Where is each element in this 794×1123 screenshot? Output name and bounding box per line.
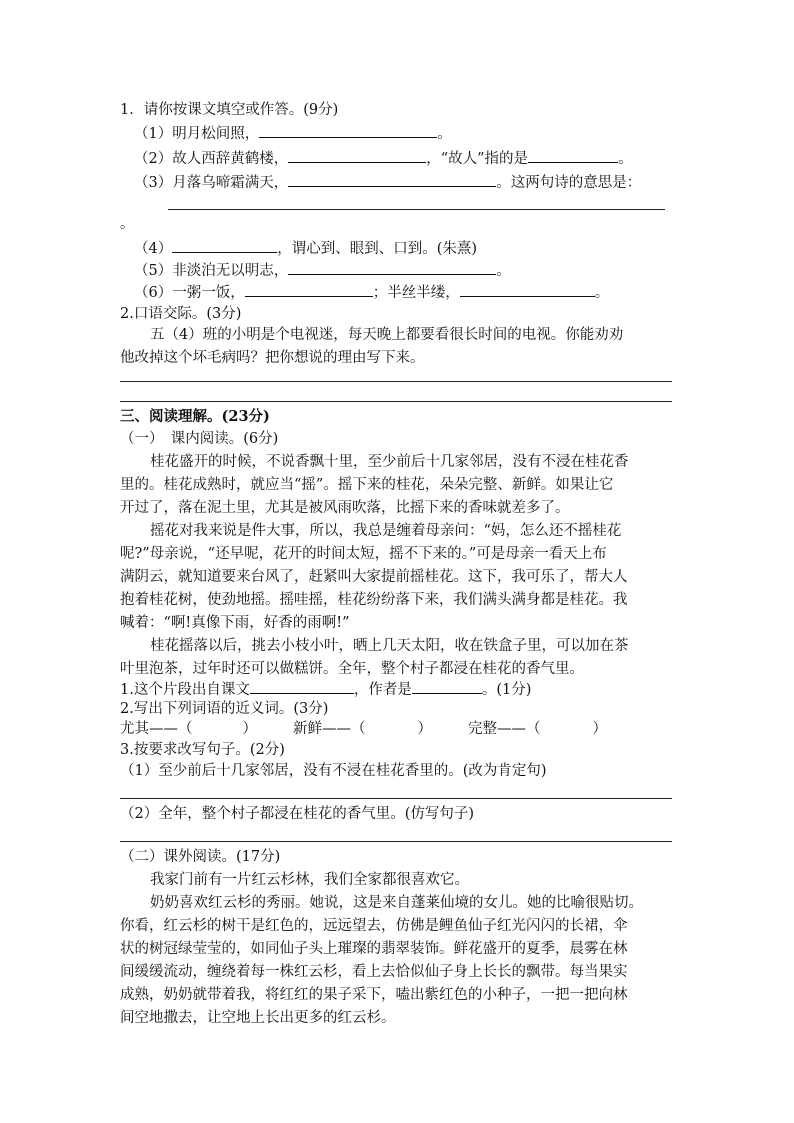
passage2-line: 我家门前有一片红云杉林，我们全家都很喜欢它。 xyxy=(150,872,469,888)
answer-blank-2b[interactable] xyxy=(528,147,618,163)
item-6-prompt: （6）一粥一饭， xyxy=(134,285,245,301)
item-1-end: 。 xyxy=(437,126,452,142)
answer-blank-author[interactable] xyxy=(412,678,482,694)
extra-reading-title: （二）课外阅读。(17分) xyxy=(120,849,281,865)
passage1-line: 桂花盛开的时候，不说香飘十里，至少前后十几家邻居，没有不浸在桂花香 xyxy=(150,454,629,470)
oral-prompt-line-2: 他改掉这个坏毛病吗？把你想说的理由写下来。 xyxy=(120,350,425,366)
rewrite-answer-line-1[interactable] xyxy=(120,798,672,799)
oral-answer-line-1[interactable] xyxy=(120,381,672,382)
item-4 xyxy=(134,237,477,259)
answer-blank-2a[interactable] xyxy=(288,147,426,163)
rewrite-item-2: （2）全年，整个村子都浸在桂花的香气里。(仿写句子) xyxy=(120,806,475,822)
item-6-end: 。 xyxy=(594,285,610,301)
answer-blank-6b[interactable] xyxy=(460,281,595,297)
passage2-line: 间空地撒去，让空地上长出更多的红云杉。 xyxy=(120,1010,396,1026)
passage1-line: 叶里泡茶，过年时还可以做糕饼。全年，整个村子都浸在桂花的香气里。 xyxy=(120,661,584,677)
passage1-line: 开过了，落在泥土里，尤其是被风雨吹落，比摇下来的香味就差多了。 xyxy=(120,500,570,516)
passage2-line: 奶奶喜欢红云杉的秀丽。她说，这是来自蓬莱仙境的女儿。她的比喻很贴切。 xyxy=(150,895,643,911)
passage1-line: 满阴云，就知道要来台风了，赶紧叫大家提前摇桂花。这下，我可乐了，帮大人 xyxy=(120,569,628,585)
synonym-1: 尤其——（ xyxy=(120,721,193,737)
item-6 xyxy=(134,281,609,303)
item-3-prompt: （3）月落乌啼霜满天， xyxy=(134,175,289,191)
passage1-line: 里的。桂花成熟时，就应当“摇”。摇下来的桂花，朵朵完整、新鲜。如果让它 xyxy=(120,477,614,493)
item-4-prompt: （4） xyxy=(134,241,173,257)
rewrite-item-1: （1）至少前后十几家邻居，没有不浸在桂花香里的。(改为肯定句) xyxy=(120,763,547,779)
answer-line-3[interactable] xyxy=(168,209,665,210)
oral-answer-line-2[interactable] xyxy=(120,401,672,402)
item-3-tail: 。这两句诗的意思是： xyxy=(496,175,642,191)
synonym-1-close: ） xyxy=(242,721,257,737)
synonym-2-close: ） xyxy=(417,721,432,737)
item-6-mid: ；半丝半缕， xyxy=(372,285,460,301)
synonym-3: 完整——（ xyxy=(468,721,541,737)
reading-q1 xyxy=(120,678,531,700)
passage1-line: 摇花对我来说是件大事，所以，我总是缠着母亲问：“妈，怎么还不摇桂花 xyxy=(150,523,622,539)
passage1-line: 喊着：“啊!真像下雨，好香的雨啊!” xyxy=(120,615,350,631)
reading-q2-title: 2.写出下列词语的近义词。(3分) xyxy=(120,701,329,717)
reading-section-title: 三、阅读理解。(23分) xyxy=(120,408,270,425)
answer-blank-5[interactable] xyxy=(288,259,496,275)
item-5 xyxy=(134,259,511,281)
answer-blank-6a[interactable] xyxy=(245,281,373,297)
synonym-row xyxy=(120,718,607,740)
item-5-end: 。 xyxy=(496,263,511,279)
item-3-end: 。 xyxy=(120,216,135,232)
reading-q1-mid: ，作者是 xyxy=(353,682,412,698)
item-2-end: 。 xyxy=(618,151,633,167)
synonym-3-close: ） xyxy=(592,721,607,737)
passage2-line: 成熟，奶奶就带着我，将红红的果子采下，嗑出紫红色的小种子，一把一把向林 xyxy=(120,987,628,1003)
passage1-line: 呢?”母亲说，“还早呢，花开的时间太短，摇不下来的。”可是母亲一看天上布 xyxy=(120,546,607,562)
answer-blank-3[interactable] xyxy=(288,171,496,187)
question-2-title: 2.口语交际。(3分) xyxy=(120,306,242,322)
item-4-end: ，谓心到、眼到、口到。(朱熹) xyxy=(277,241,478,257)
item-2-mid: ，“故人”指的是 xyxy=(426,151,529,167)
item-5-prompt: （5）非淡泊无以明志， xyxy=(134,263,289,279)
item-2 xyxy=(134,147,633,169)
item-1-prompt: （1）明月松间照， xyxy=(134,126,260,142)
passage1-line: 桂花摇落以后，挑去小枝小叶，晒上几天太阳，收在铁盒子里，可以加在茶 xyxy=(150,638,629,654)
reading-q3-title: 3.按要求改写句子。(2分) xyxy=(120,742,285,758)
passage2-line: 状的树冠绿莹莹的，如同仙子头上璀璨的翡翠装饰。鲜花盛开的夏季，晨雾在林 xyxy=(120,941,628,957)
item-1 xyxy=(134,122,452,144)
question-1-title: 1．请你按课文填空或作答。(9分) xyxy=(120,102,339,118)
answer-blank-4[interactable] xyxy=(172,237,277,253)
reading-q1-end: 。(1分) xyxy=(481,682,532,698)
reading-q1-prompt: 1.这个片段出自课文 xyxy=(120,682,250,698)
in-class-reading-title: （一） 课内阅读。(6分) xyxy=(120,431,279,447)
oral-prompt-line-1: 五（4）班的小明是个电视迷，每天晚上都要看很长时间的电视。你能劝劝 xyxy=(150,327,624,343)
item-2-prompt: （2）故人西辞黄鹤楼， xyxy=(134,151,289,167)
rewrite-answer-line-2[interactable] xyxy=(120,841,672,842)
passage2-line: 间缓缓流动，缠绕着每一株红云杉，看上去恰似仙子身上长长的飘带。每当果实 xyxy=(120,964,628,980)
synonym-2: 新鲜——（ xyxy=(293,721,366,737)
item-3 xyxy=(134,171,641,193)
passage1-line: 抱着桂花树，使劲地摇。摇哇摇，桂花纷纷落下来，我们满头满身都是桂花。我 xyxy=(120,592,628,608)
answer-blank-title[interactable] xyxy=(250,678,354,694)
answer-blank-1[interactable] xyxy=(259,122,437,138)
passage2-line: 你看，红云杉的树干是红色的，远远望去，仿佛是鲤鱼仙子红光闪闪的长裙，伞 xyxy=(120,918,628,934)
